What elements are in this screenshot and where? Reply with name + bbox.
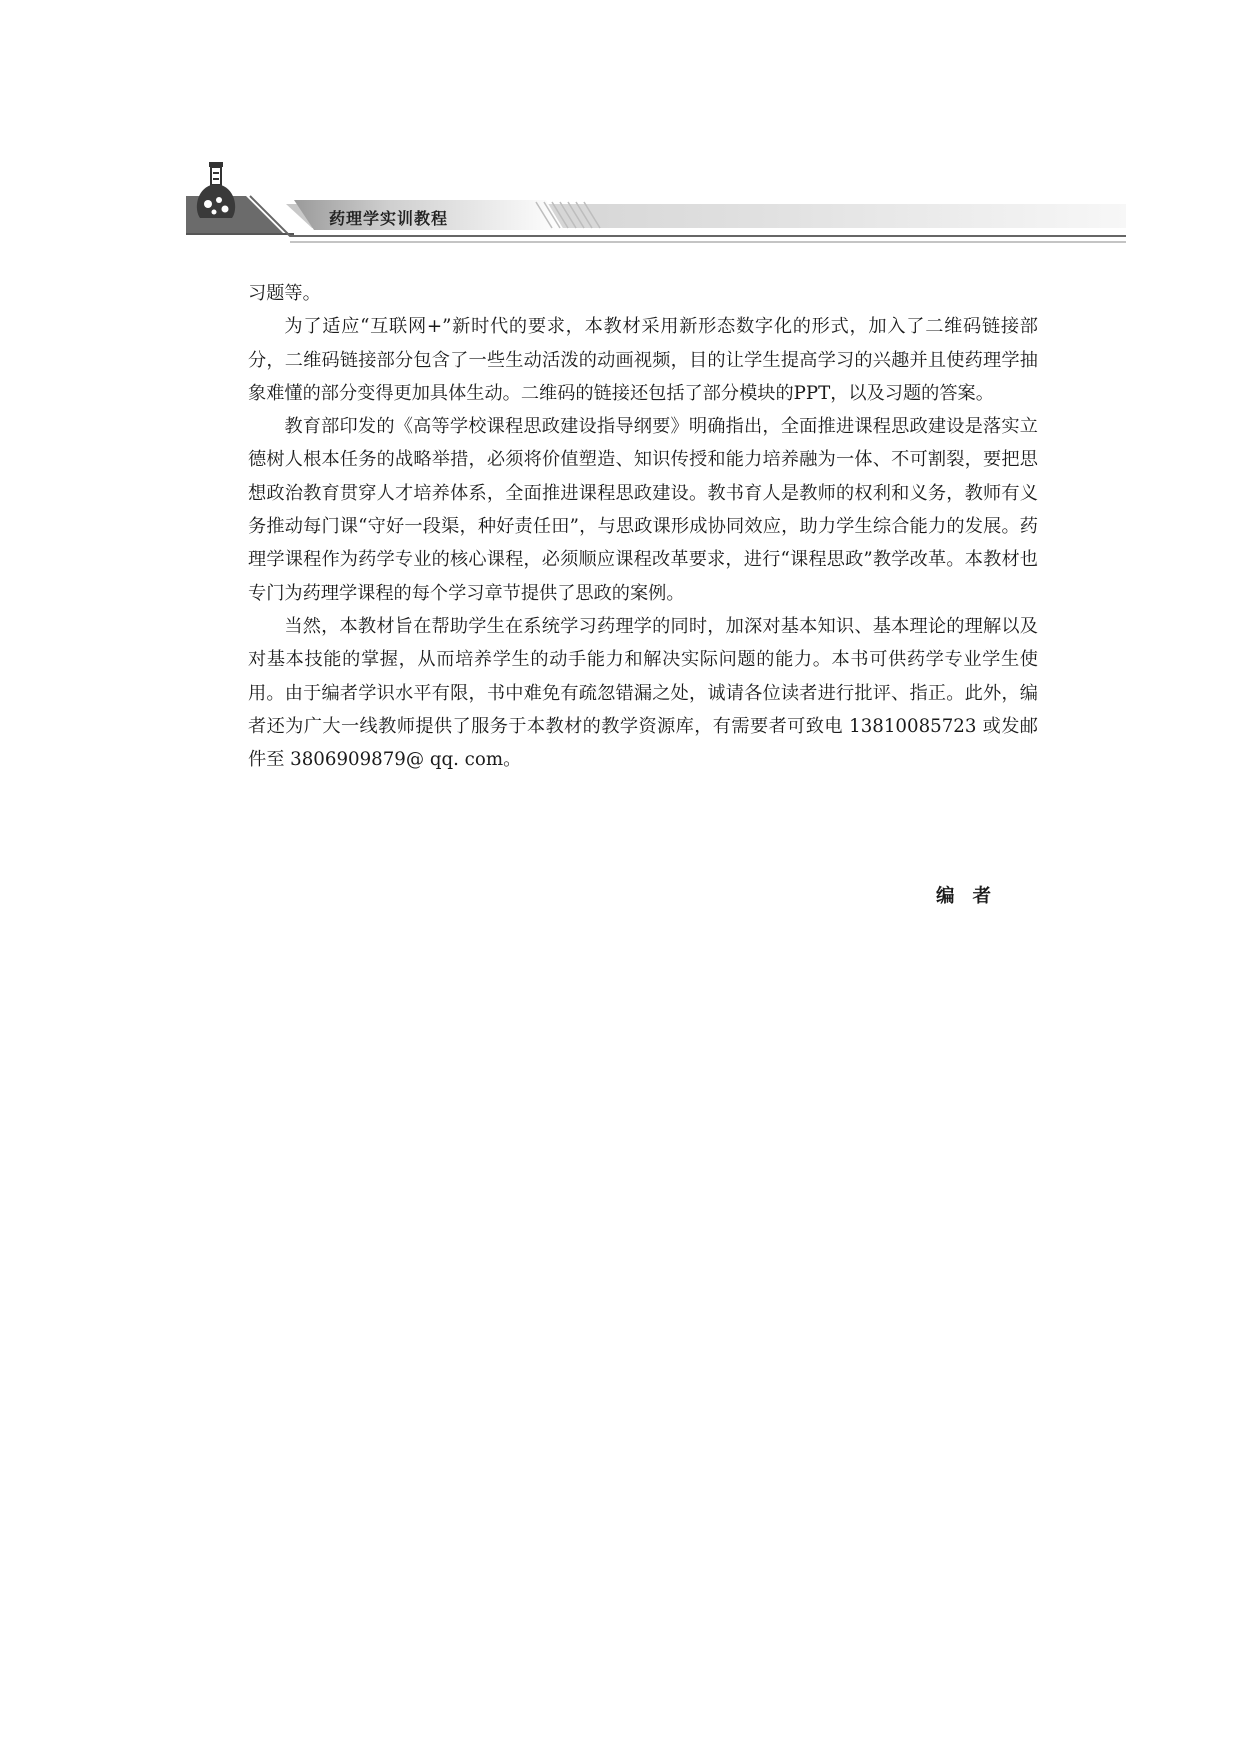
header-decoration [186,160,1126,250]
flask-icon [192,162,240,226]
paragraph: 为了适应“互联网+”新时代的要求，本教材采用新形态数字化的形式，加入了二维码链接部分，二维码链接部分包含了一些生动活泼的动画视频，目的让学生提高学习的兴趣并且使药理学抽象难懂的部分变得更加具体生动。二维码的链接还包括了部分模块的PPT，以及习题的答案。 [248,316,1038,404]
author-signature: 编者 [936,886,1010,907]
paragraph: 习题等。 [248,283,321,304]
paragraph: 当然，本教材旨在帮助学生在系统学习药理学的同时，加深对基本知识、基本理论的理解以及对基本技能的掌握，从而培养学生的动手能力和解决实际问题的能力。本书可供药学专业学生使用。由于编者学识水平有限，书中难免有疏忽错漏之处，诚请各位读者进行批评、指正。此外，编者还为广大一线教师提供了服务于本教材的教学资源库，有需要者可致电 13810085723 或发邮件至 3806909879@ qq. com。 [248,615,1038,771]
book-title: 药理学实训教程 [329,209,449,228]
preface-body [248,277,1038,776]
paragraph: 教育部印发的《高等学校课程思政建设指导纲要》明确指出，全面推进课程思政建设是落实立德树人根本任务的战略举措，必须将价值塑造、知识传授和能力培养融为一体、不可割裂，要把思想政治教育贯穿人才培养体系，全面推进课程思政建设。教书育人是教师的权利和义务，教师有义务推动每门课“守好一段渠，种好责任田”，与思政课形成协同效应，助力学生综合能力的发展。药理学课程作为药学专业的核心课程，必须顺应课程改革要求，进行“课程思政”教学改革。本教材也专门为药理学课程的每个学习章节提供了思政的案例。 [248,416,1038,604]
running-header [186,160,1126,250]
